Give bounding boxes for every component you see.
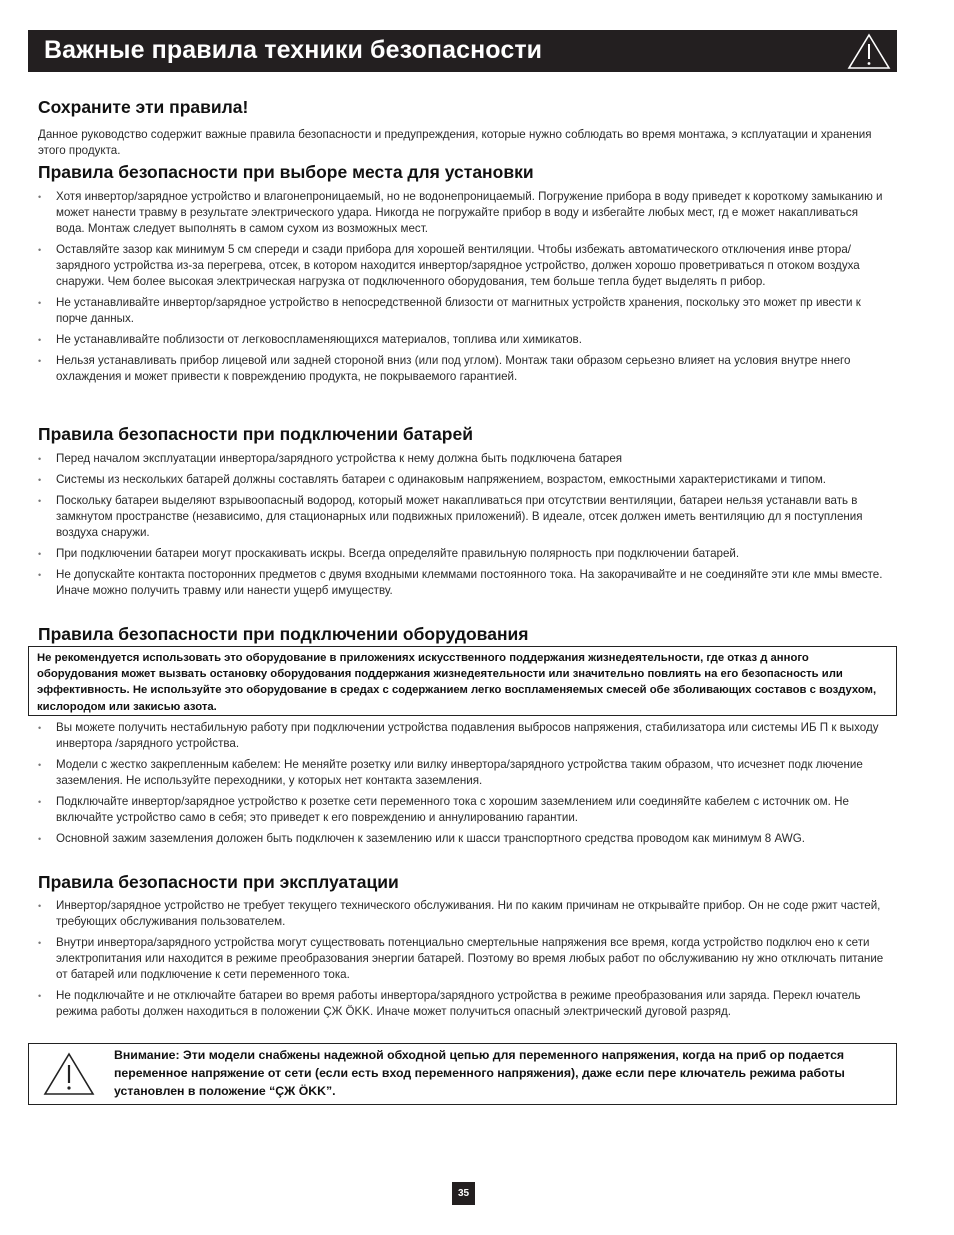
list-item: • Подключайте инвертор/зарядное устройство к розетке сети переменного тока с хорошим заземлением или соединяйте кабелем с источник ом. Не включайте устройство само в себя; это приведет к его повреждению и аннулированию гарантии.: [38, 795, 849, 824]
list-item: • Основной зажим заземления доложен быть подключен к заземлению или к шасси транспортного средства проводом как минимум 8 AWG.: [38, 832, 805, 845]
equipment-list: [38, 720, 888, 847]
intro-paragraph: Данное руководство содержит важные правила безопасности и предупреждения, которые нужно соблюдать во время монтажа, э ксплуатации и хранения этого продукта.: [38, 128, 872, 157]
list-item: • При подключении батареи могут проскакивать искры. Всегда определяйте правильную полярность при подключении батарей.: [38, 547, 740, 560]
list-item: • Внутри инвертора/зарядного устройства могут существовать потенциально смертельные напряжения все время, когда устройство подключ ено к сети электропитания или находится в режиме преобразования энергии батарей. Поэтому во время любых работ по обслуживанию ну жно отключать питание от батарей или подключение к сети переменного тока.: [38, 936, 884, 981]
page-number: 35: [452, 1182, 475, 1205]
warning-triangle-icon: [847, 33, 891, 70]
save-rules-heading: Сохраните эти правила!: [38, 97, 249, 117]
batteries-list: [38, 451, 888, 599]
list-item: • Поскольку батареи выделяют взрывоопасный водород, который может накапливаться при отсутствии вентиляции, батареи нельзя устанавли вать в замкнутом пространстве (независимо, для стационарных или подвижных приложений). В идеале, отсек должен иметь вентиляцию дл я поступления воздуха снаружи.: [38, 494, 863, 539]
page-title: Важные правила техники безопасности: [44, 36, 543, 64]
placement-list: [38, 189, 888, 385]
life-support-warning-box: Не рекомендуется использовать это оборудование в приложениях искусственного поддержания жизнедеятельности, где отказ д анного оборудования может вызвать остановку оборудования поддержания жизнедеятельности или значительно повлиять на его безопасность или эффективность. Не используйте это оборудование в средах с содержанием легко воспламеняемых смесей обе зболивающих составов с воздухом, кислородом или закисью азота.: [28, 646, 897, 716]
list-item: • Не подключайте и не отключайте батареи во время работы инвертора/зарядного устройства в режиме преобразования или заряда. Перекл ючатель режима работы должен находиться в положении ÇЖ ÖKK. Иначе может получиться опасный электрический дуговой разряд.: [38, 989, 861, 1018]
list-item: • Инвертор/зарядное устройство не требует текущего технического обслуживания. Ни по каким причинам не открывайте прибор. Он не соде ржит частей, требующих обслуживания пользователем.: [38, 899, 881, 928]
warning-triangle-icon: [43, 1052, 95, 1096]
list-item: • Не устанавливайте поблизости от легковоспламеняющихся материалов, топлива или химикатов.: [38, 333, 582, 346]
list-item: • Не устанавливайте инвертор/зарядное устройство в непосредственной близости от магнитных устройств хранения, поскольку это может пр ивести к порче данных.: [38, 296, 861, 325]
equipment-heading: Правила безопасности при подключении оборудования: [38, 624, 529, 644]
batteries-heading: Правила безопасности при подключении батарей: [38, 424, 473, 444]
list-item: • Модели с жестко закрепленным кабелем: Не меняйте розетку или вилку инвертора/зарядного устройства таким образом, что исчезнет подк лючение заземления. Не используйте переходники, у которых нет контакта заземления.: [38, 758, 863, 787]
list-item: • Перед началом эксплуатации инвертора/зарядного устройства к нему должна быть подключена батарея: [38, 452, 623, 465]
list-item: • Нельзя устанавливать прибор лицевой или задней стороной вниз (или под углом). Монтаж таки образом серьезно влияет на условия внутре ннего охлаждения и может привести к повреждению продукта, не покрываемого гарантией.: [38, 354, 851, 383]
list-item: • Оставляйте зазор как минимум 5 см спереди и сзади прибора для хорошей вентиляции. Чтобы избежать автоматического отключения инве ртора/зарядного устройства из-за перегрева, отсек, в котором находится инвертор/зарядное устройство, должен хорошо проветриваться п отоком воздуха снаружи. Чем более высокая электрическая нагрузка от подключенного оборудования, тем больше тепла будет выделять п рибор.: [38, 243, 860, 288]
list-item: • Системы из нескольких батарей должны составлять батареи с одинаковым напряжением, возрастом, емкостными характеристиками и типом.: [38, 473, 827, 486]
operation-list: [38, 898, 888, 1020]
attention-notice-box: [28, 1043, 897, 1105]
list-item: • Вы можете получить нестабильную работу при подключении устройства подавления выбросов напряжения, стабилизатора или системы ИБ П к выходу инвертора /зарядного устройства.: [38, 721, 879, 750]
placement-heading: Правила безопасности при выборе места для установки: [38, 162, 534, 182]
list-item: • Хотя инвертор/зарядное устройство и влагонепроницаемый, но не водонепроницаемый. Погружение прибора в воду приведет к короткому замыканию и может нанести травму в результате электрического удара. Никогда не погружайте прибор в воду и избегайте любых мест, гд е может накапливаться вода. Монтаж следует выполнять в самом сухом из возможных мест.: [38, 190, 883, 235]
list-item: • Не допускайте контакта посторонних предметов с двумя входными клеммами постоянного тока. На закорачивайте и не соединяйте эти кле ммы вместе. Иначе можно получить травму или нанести ущерб имуществу.: [38, 568, 883, 597]
operation-heading: Правила безопасности при эксплуатации: [38, 872, 399, 892]
attention-notice-text: Внимание: Эти модели снабжены надежной обходной цепью для переменного напряжения, когда на приб ор подается переменное напряжение от сети (если есть вход переменного напряжения), даже если пере ключатель режима работы установлен в положение “ÇЖ ÖKK”.: [114, 1048, 845, 1098]
header-banner: [28, 30, 897, 72]
